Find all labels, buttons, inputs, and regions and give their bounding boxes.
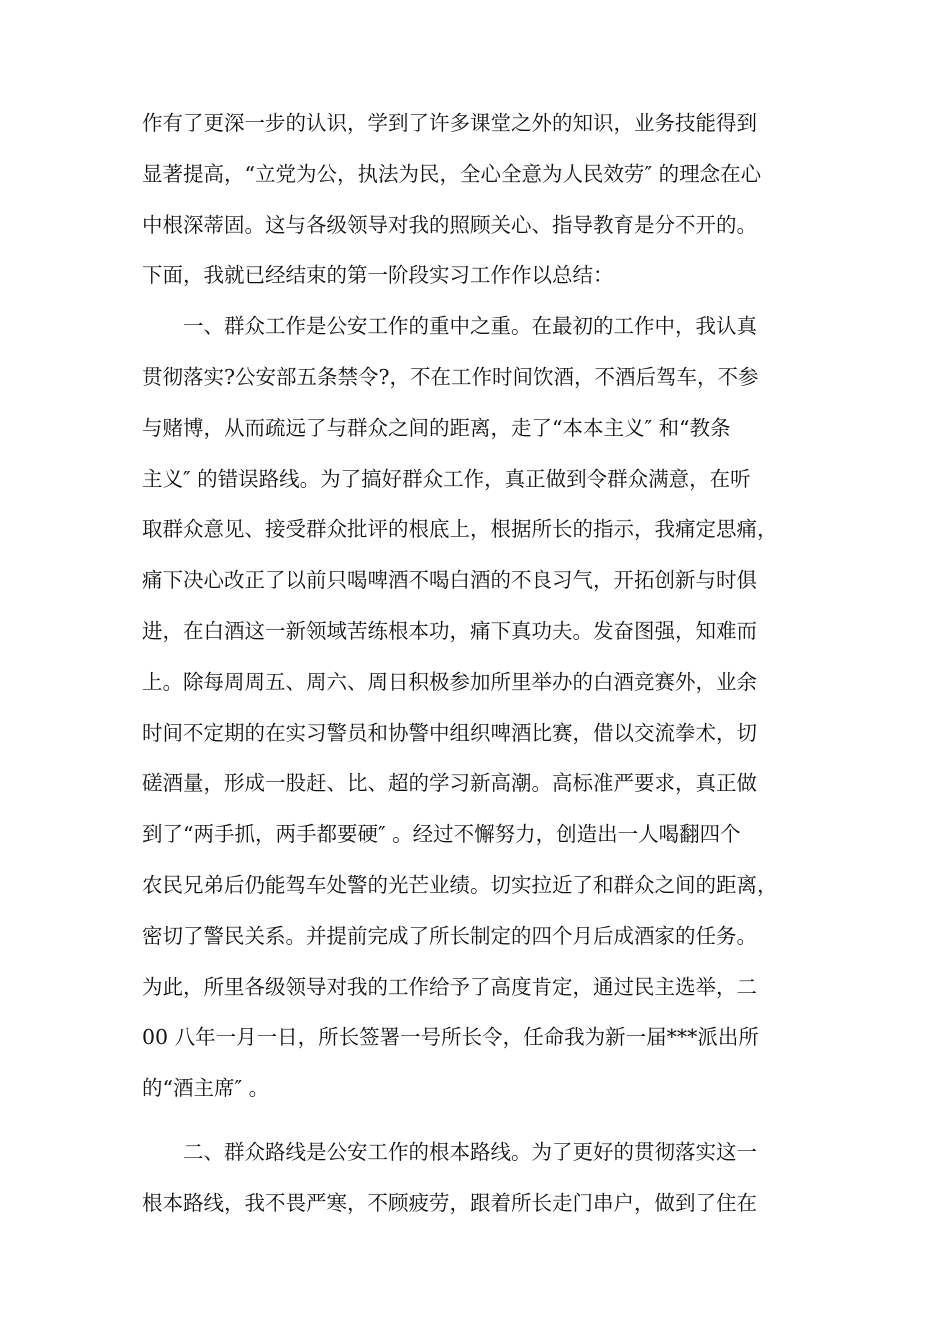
intro-paragraph (142, 98, 822, 301)
text-line: 作有了更深一步的认识，学到了许多课堂之外的知识，业务技能得到 (142, 111, 757, 135)
text-line: 上。除每周周五、周六、周日积极参加所里举办的白酒竞赛外，业余 (142, 669, 757, 694)
text-line: 贯彻落实?公安部五条禁令?，不在工作时间饮酒，不酒后驾车，不参 (142, 364, 759, 389)
text-line: 取群众意见、接受群众批评的根底上，根据所长的指示，我痛定思痛， (142, 517, 778, 542)
text-line: 磋酒量，形成一股赶、比、超的学习新高潮。高标准严要求，真正做 (142, 771, 757, 796)
text-line: 农民兄弟后仍能驾车处警的光芒业绩。切实拉近了和群众之间的距离， (142, 872, 778, 897)
text-line: 显著提高，“立党为公，执法为民，全心全意为人民效劳″ 的理念在心 (142, 161, 762, 186)
document-body (142, 98, 822, 1229)
text-line: 中根深蒂固。这与各级领导对我的照顾关心、指导教育是分不开的。 (142, 212, 757, 237)
text-line: 的“酒主席″ 。 (142, 1076, 270, 1101)
text-line: 与赌博，从而疏远了与群众之间的距离，走了“本本主义″ 和“教条 (142, 415, 731, 440)
text-line: 时间不定期的在实习警员和协警中组织啤酒比赛，借以交流拳术，切 (142, 720, 757, 745)
text-line: 进，在白酒这一新领域苦练根本功，痛下真功夫。发奋图强，知难而 (142, 618, 757, 643)
section-2-paragraph (142, 1127, 822, 1229)
text-line: 主义″ 的错误路线。为了搞好群众工作，真正做到令群众满意，在听 (142, 466, 751, 491)
text-line: 到了“两手抓，两手都要硬″ 。经过不懈努力，创造出一人喝翻四个 (142, 822, 741, 847)
text-line: 00 八年一月一日，所长签署一号所长令，任命我为新一届***派出所 (142, 1025, 759, 1050)
text-line: 根本路线，我不畏严寒，不顾疲劳，跟着所长走门串户，做到了住在 (142, 1190, 757, 1215)
paragraph-gap (142, 1114, 822, 1127)
text-line: 为此，所里各级领导对我的工作给予了高度肯定，通过民主选举，二 (142, 974, 757, 999)
section-1-paragraph (142, 301, 822, 1114)
section-1-heading-line: 一、群众工作是公安工作的重中之重。在最初的工作中，我认真 (183, 314, 757, 339)
text-line: 痛下决心改正了以前只喝啤酒不喝白酒的不良习气，开拓创新与时俱 (142, 568, 757, 593)
text-line: 密切了警民关系。并提前完成了所长制定的四个月后成酒家的任务。 (142, 923, 757, 948)
text-line: 下面，我就已经结束的第一阶段实习工作作以总结： (142, 263, 614, 288)
section-2-heading-line: 二、群众路线是公安工作的根本路线。为了更好的贯彻落实这一 (183, 1139, 757, 1164)
